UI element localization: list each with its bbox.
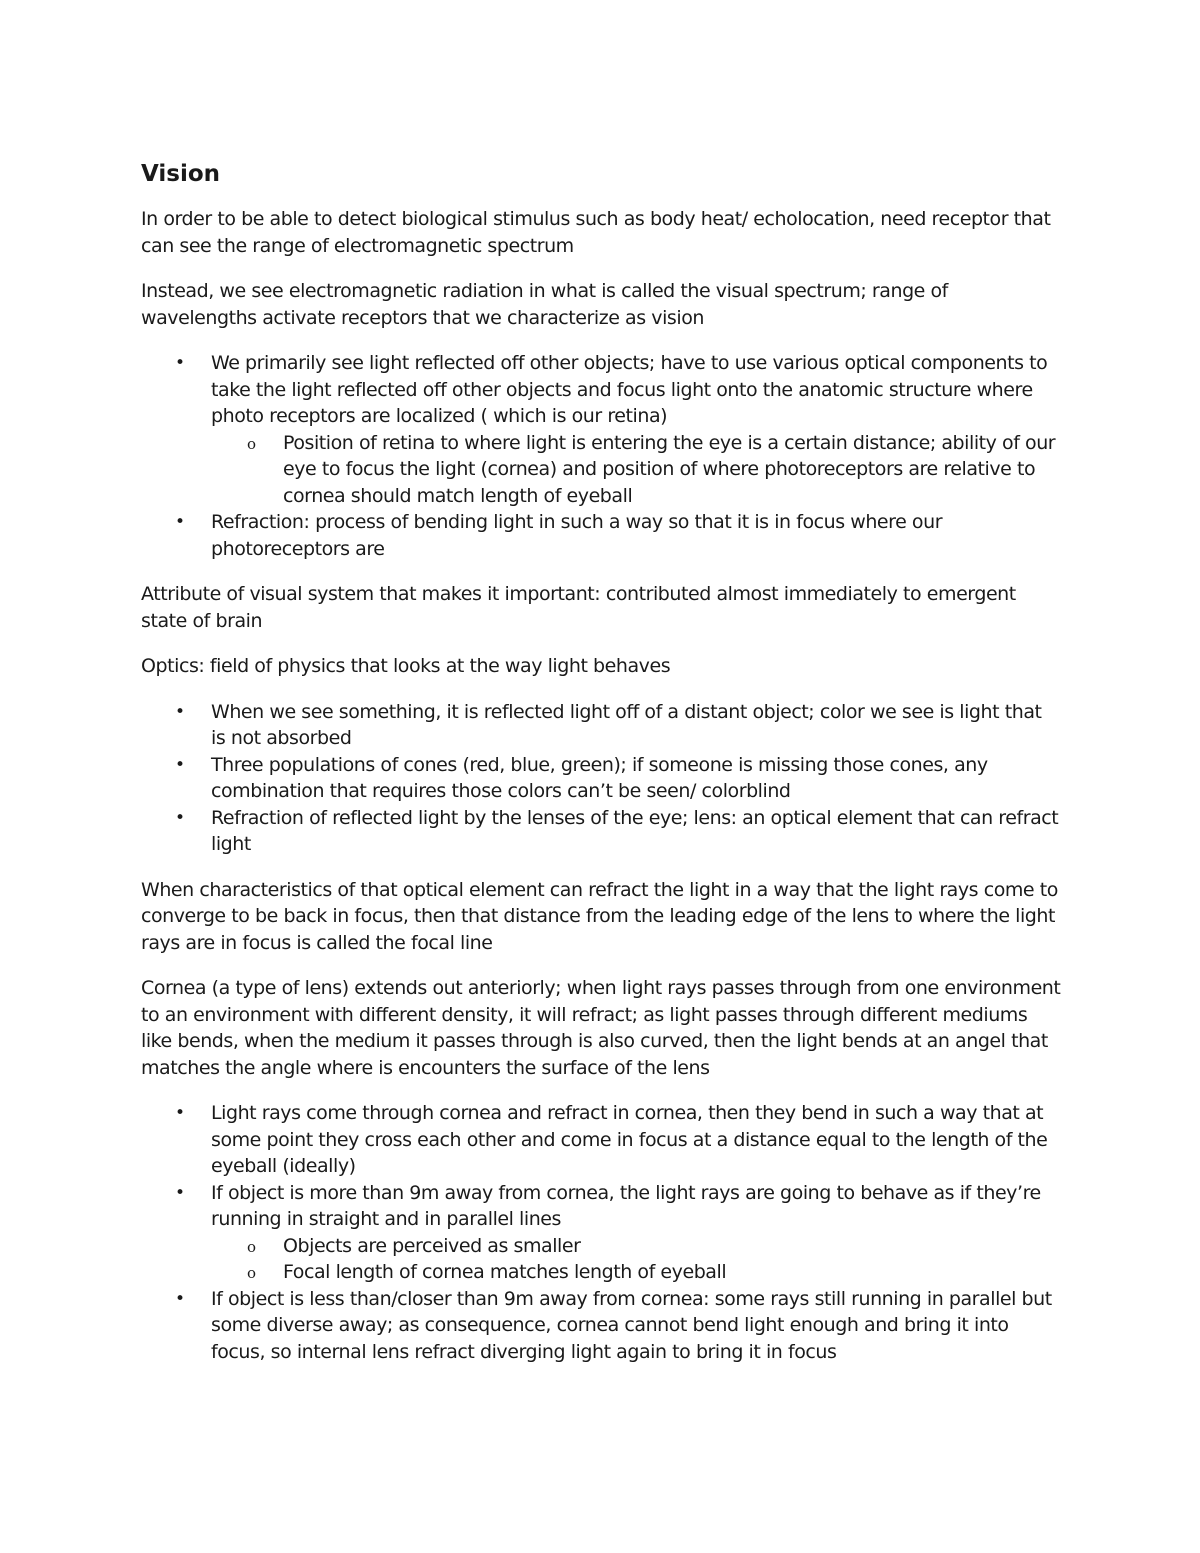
list-item [141, 805, 1061, 858]
list-item [141, 699, 1061, 752]
bullet-icon: • [175, 701, 185, 722]
sub-list-item-text: Position of retina to where light is entering the eye is a certain distance; ability of our eye to focus the light (cornea) and position of where photoreceptors are relative to cornea should match length of eyeball [283, 431, 1056, 507]
sub-list-item [211, 1233, 1061, 1260]
document-title: Vision [141, 161, 221, 187]
list-item-text: Refraction of reflected light by the lenses of the eye; lens: an optical element that can refract light [211, 806, 1059, 855]
paragraph-attribute: Attribute of visual system that makes it important: contributed almost immediately to emergent state of brain [141, 583, 1016, 632]
list-item-text: Refraction: process of bending light in such a way so that it is in focus where our photoreceptors are [211, 511, 943, 560]
bullet-list-cornea-focus [141, 1100, 1061, 1365]
bullet-list-light-and-color [141, 699, 1061, 858]
sub-bullet-icon: o [247, 434, 256, 453]
list-item-text: If object is less than/closer than 9m away from cornea: some rays still running in parallel but some diverse away; as consequence, cornea cannot bend light enough and bring it into focus, so internal lens refract diverging light again to bring it in focus [211, 1287, 1052, 1363]
list-item-text: If object is more than 9m away from cornea, the light rays are going to behave as if they’re running in straight and in parallel lines [211, 1181, 1041, 1230]
sub-list-item [211, 1259, 1061, 1286]
document-page [141, 158, 1061, 1384]
list-item [141, 1180, 1061, 1286]
sub-list-item-text: Objects are perceived as smaller [283, 1234, 581, 1257]
sub-bullet-icon: o [247, 1264, 256, 1282]
bullet-icon: • [175, 512, 185, 532]
paragraph-cornea: Cornea (a type of lens) extends out anteriorly; when light rays passes through from one environment to an environment with different density, it will refract; as light passes through different mediums like bends, when the medium it passes through is also curved, then the light bends at an angel that matches the angle where is encounters the surface of the lens [141, 977, 1061, 1079]
list-item-text: When we see something, it is reflected light off of a distant object; color we see is light that is not absorbed [211, 700, 1042, 749]
bullet-list-optics-basics [141, 350, 1061, 562]
list-item [141, 1100, 1061, 1180]
sub-bullet-icon: o [247, 1237, 256, 1256]
paragraph-intro: In order to be able to detect biological stimulus such as body heat/ echolocation, need receptor that can see the range of electromagnetic spectrum [141, 208, 1051, 257]
sub-list [211, 430, 1061, 510]
paragraph-optics: Optics: field of physics that looks at the way light behaves [141, 655, 671, 677]
list-item [141, 350, 1061, 509]
paragraph-focal-line: When characteristics of that optical element can refract the light in a way that the light rays come to converge to be back in focus, then that distance from the leading edge of the lens to where the light rays are in focus is called the focal line [141, 878, 1058, 954]
list-item [141, 752, 1061, 805]
bullet-icon: • [175, 754, 185, 775]
bullet-icon: • [175, 1103, 185, 1123]
list-item-text: Light rays come through cornea and refract in cornea, then they bend in such a way that at some point they cross each other and come in focus at a distance equal to the length of the eyeball (ideally) [211, 1102, 1048, 1177]
list-item [141, 509, 1061, 562]
list-item-text: We primarily see light reflected off other objects; have to use various optical components to take the light reflected off other objects and focus light onto the anatomic structure where photo receptors are localized ( which is our retina) [211, 352, 1048, 427]
bullet-icon: • [175, 1288, 185, 1309]
list-item-text: Three populations of cones (red, blue, green); if someone is missing those cones, any combination that requires those colors can’t be seen/ colorblind [211, 753, 988, 802]
list-item [141, 1286, 1061, 1366]
bullet-icon: • [175, 353, 185, 373]
paragraph-visual-spectrum: Instead, we see electromagnetic radiation in what is called the visual spectrum; range of wavelengths activate receptors that we characterize as vision [141, 280, 948, 329]
sub-list-item [211, 430, 1061, 510]
bullet-icon: • [175, 1182, 185, 1203]
bullet-icon: • [175, 807, 185, 828]
sub-list-item-text: Focal length of cornea matches length of eyeball [283, 1261, 727, 1283]
sub-list [211, 1233, 1061, 1286]
